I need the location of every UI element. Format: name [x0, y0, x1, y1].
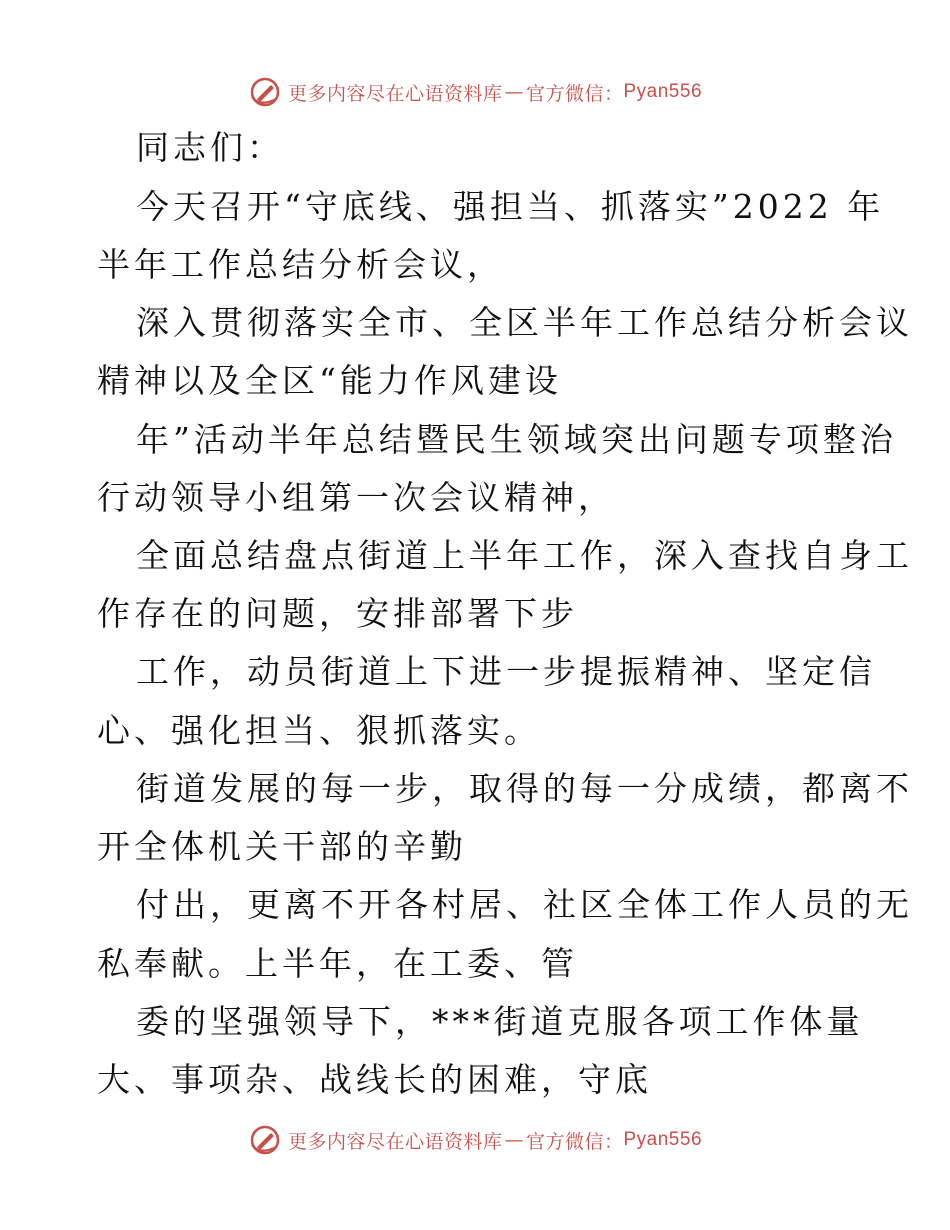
text-line: 精神以及全区“能力作风建设: [97, 361, 562, 400]
watermark-footer: [0, 1120, 950, 1160]
pen-logo-icon: [248, 1123, 282, 1157]
watermark-separator: —: [504, 1129, 524, 1151]
text-line: 全面总结盘点街道上半年工作，深入查找自身工: [136, 536, 913, 575]
text-line: 深入贯彻落实全市、全区半年工作总结分析会议: [136, 303, 913, 342]
pen-logo-icon: [248, 75, 282, 109]
text-line: 今天召开“守底线、强担当、抓落实”2022 年: [136, 187, 885, 226]
text-line: 心、强化担当、狠抓落实。: [97, 711, 541, 750]
watermark-text: 更多内容尽在心语资料库: [287, 1130, 503, 1153]
watermark-text: 更多内容尽在心语资料库: [287, 82, 503, 105]
text-line: 付出，更离不开各村居、社区全体工作人员的无: [136, 885, 913, 924]
text-line: 行动领导小组第一次会议精神，: [97, 478, 615, 517]
watermark-suffix: 官方微信：: [525, 82, 624, 105]
text-line: 私奉献。上半年，在工委、管: [97, 944, 578, 983]
watermark-separator: —: [504, 81, 524, 103]
text-line: 作存在的问题，安排部署下步: [97, 594, 578, 633]
watermark-header: [0, 72, 950, 112]
text-line: 街道发展的每一步，取得的每一分成绩，都离不: [136, 769, 913, 808]
text-line: 工作，动员街道上下进一步提振精神、坚定信: [136, 652, 876, 691]
watermark-wechat-id: Pyan556: [623, 1129, 703, 1150]
text-line: 同志们：: [136, 128, 284, 167]
text-line: 开全体机关干部的辛勤: [97, 827, 467, 866]
watermark-suffix: 官方微信：: [525, 1130, 624, 1153]
text-line: 委的坚强领导下，***街道克服各项工作体量: [136, 1002, 864, 1041]
text-line: 年”活动半年总结暨民生领域突出问题专项整治: [136, 420, 897, 459]
text-line: 大、事项杂、战线长的困难，守底: [97, 1060, 652, 1099]
watermark-wechat-id: Pyan556: [623, 81, 703, 102]
text-line: 半年工作总结分析会议，: [97, 245, 504, 284]
